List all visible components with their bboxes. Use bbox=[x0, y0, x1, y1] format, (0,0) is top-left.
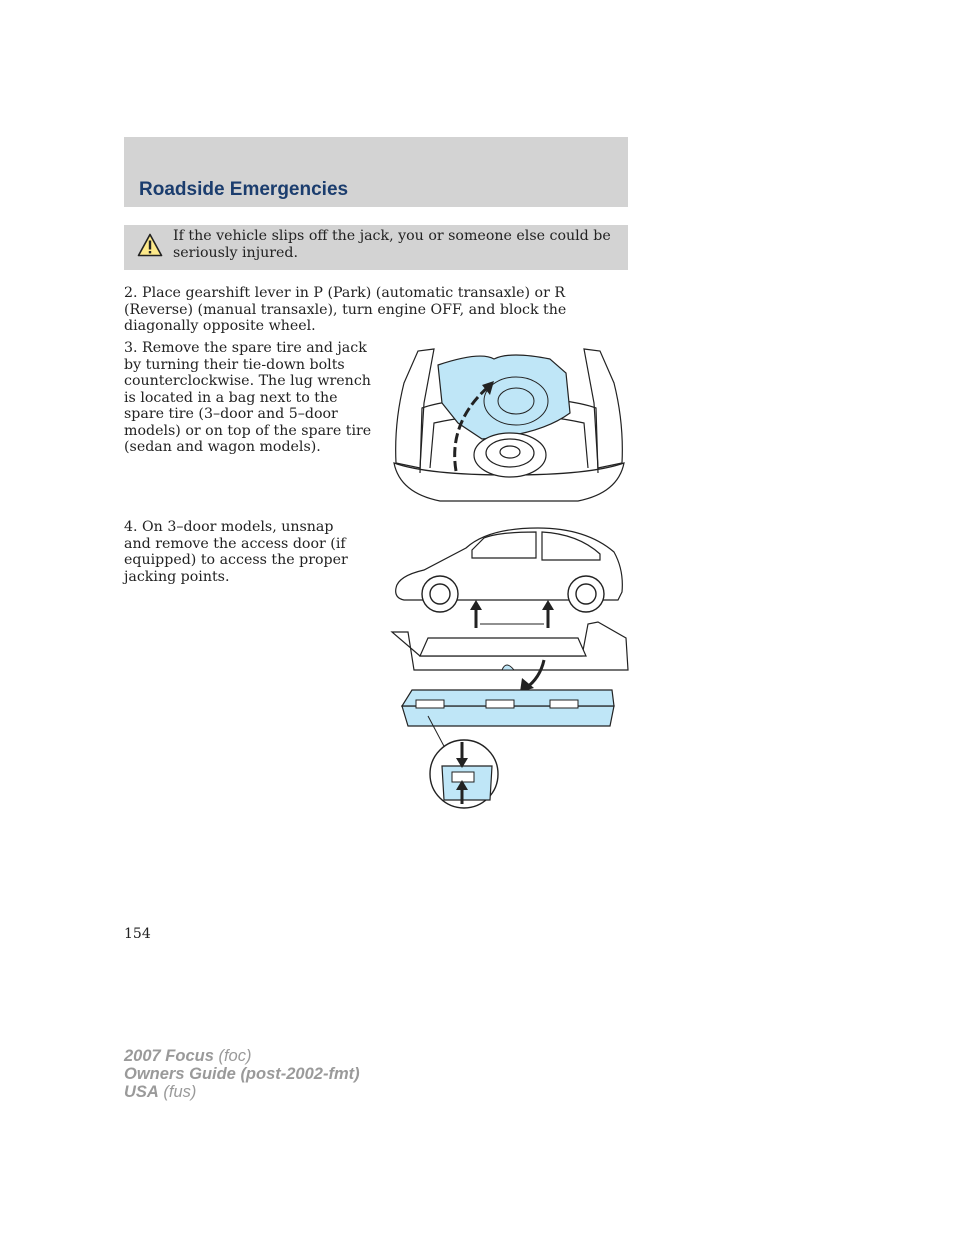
warning-text: If the vehicle slips off the jack, you or someone else could be seriously injured. bbox=[173, 228, 611, 261]
footer-market-code: (fus) bbox=[158, 1083, 197, 1101]
section-title: Roadside Emergencies bbox=[139, 179, 349, 200]
footer-market: USA bbox=[124, 1083, 159, 1101]
footer-model: 2007 Focus bbox=[124, 1047, 214, 1065]
warning-box bbox=[124, 225, 628, 270]
section-header-band bbox=[124, 137, 628, 207]
footer-line-2 bbox=[124, 1065, 360, 1083]
jacking-points-access-door-illustration bbox=[388, 520, 632, 812]
spare-tire-trunk-illustration bbox=[390, 343, 628, 505]
footer-model-code: (foc) bbox=[213, 1047, 252, 1065]
step-2-text: 2. Place gearshift lever in P (Park) (automatic transaxle) or R (Reverse) (manual transaxle), turn engine OFF, and block the diagonally opposite wheel. bbox=[124, 285, 567, 334]
footer-line-3 bbox=[124, 1083, 360, 1101]
step-3-text: 3. Remove the spare tire and jack by turning their tie-down bolts counterclockwise. The lug wrench is located in a bag next to the spare tire (3–door and 5–door models) or on top of the spare tire (sedan and wagon models). bbox=[124, 340, 372, 455]
page-number: 154 bbox=[124, 926, 151, 942]
warning-triangle-icon bbox=[137, 233, 163, 257]
step-4-text: 4. On 3–door models, unsnap and remove the access door (if equipped) to access the proper jacking points. bbox=[124, 519, 348, 585]
document-footer bbox=[124, 1047, 360, 1101]
footer-guide: Owners Guide (post-2002-fmt) bbox=[124, 1065, 360, 1083]
footer-line-1 bbox=[124, 1047, 360, 1065]
